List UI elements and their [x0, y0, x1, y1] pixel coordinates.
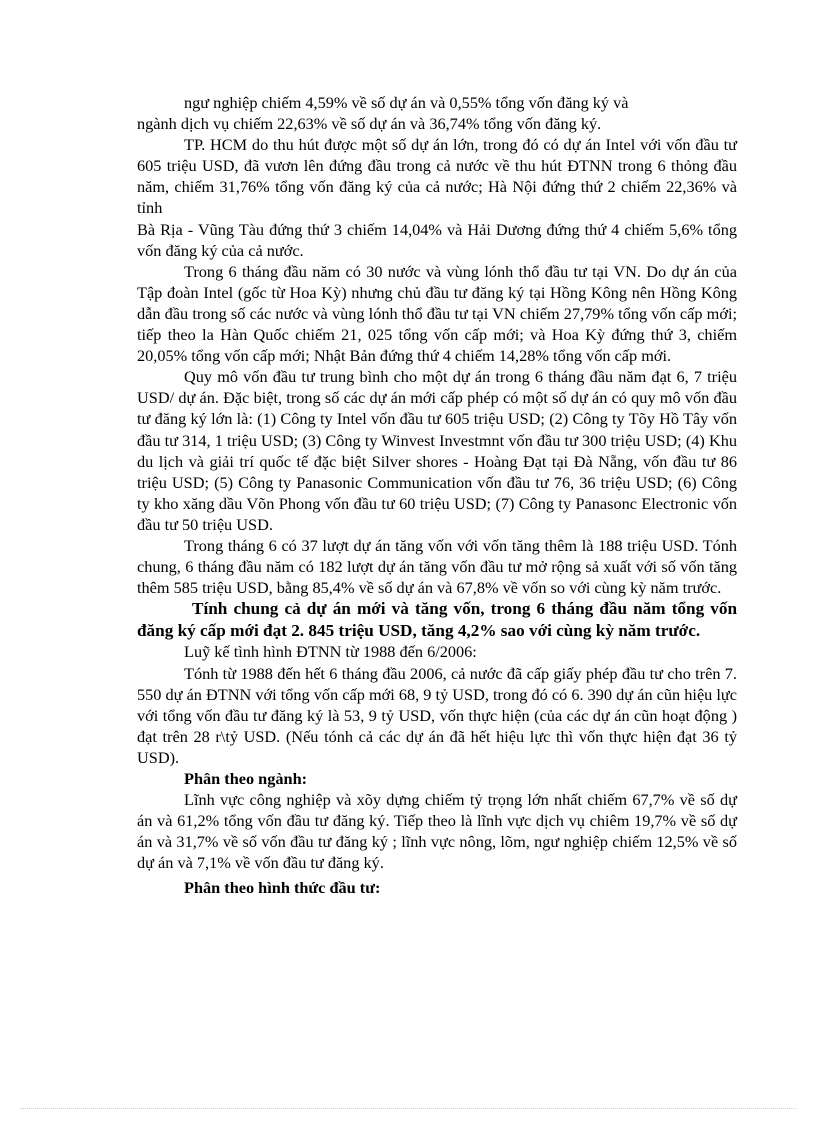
paragraph-cumulative-detail	[137, 663, 737, 768]
text-line: Tính chung cả dự án mới và tăng vốn, trong 6 tháng đầu năm tổng vốn đăng ký cấp mới đạt 2. 845 triệu USD, tăng 4,2% sao với cùng kỳ năm trước.	[137, 599, 737, 640]
text-line: Lĩnh vực công nghiệp và xõy dựng chiếm tỷ trọng lớn nhất chiếm 67,7% về số dự án và 61,2% tổng vốn đầu tư đăng ký. Tiếp theo là lĩnh vực dịch vụ chiêm 19,7% về số dự án và 31,7% về số vốn đầu tư đăng ký ; lĩnh vực nông, lõm, ngư nghiệp chiếm 12,5% về số dự án và 7,1% về vốn đầu tư đăng ký.	[137, 790, 737, 873]
paragraph-total-summary	[137, 598, 737, 641]
paragraph-investing-countries	[137, 261, 737, 366]
text-line: Bà Rịa - Vũng Tàu đứng thứ 3 chiếm 14,04% và Hải Dương đứng thứ 4 chiếm 5,6% tổng vốn đăng ký của cả nước.	[137, 219, 737, 260]
paragraph-capital-increase	[137, 535, 737, 598]
text-line: Phân theo hình thức đầu tư:	[184, 878, 381, 898]
paragraph-hcm-investment	[137, 134, 737, 218]
heading-by-sector	[137, 768, 737, 789]
paragraph-sector-share-end	[137, 92, 737, 134]
paragraph-cumulative-heading	[137, 641, 737, 662]
paragraph-ba-ria-vung-tau	[137, 219, 737, 261]
text-line: Phân theo ngành:	[184, 769, 308, 788]
text-line: Tónh từ 1988 đến hết 6 tháng đầu 2006, cả nước đã cấp giấy phép đầu tư cho trên 7. 550 dự án ĐTNN với tổng vốn cấp mới 68, 9 tỷ USD, trong đó có 6. 390 dự án cũn hiệu lực với tổng vốn đầu tư đăng ký là 53, 9 tỷ USD, vốn thực hiện (của các dự án cũn hoạt động ) đạt trên 28 r\tỷ USD. (Nếu tónh cả các dự án đã hết hiệu lực thì vốn thực hiện đạt 36 tỷ USD).	[137, 663, 737, 767]
text-line: TP. HCM do thu hút được một số dự án lớn, trong đó có dự án Intel với vốn đầu tư 605 triệu USD, đã vươn lên đứng đầu trong cả nước về thu hút ĐTNN trong 6 thỏng đầu năm, chiếm 31,76% tổng vốn đăng ký của cả nước; Hà Nội đứng thứ 2 chiếm 22,36% và tỉnh	[137, 135, 737, 218]
text-line: Quy mô vốn đầu tư trung bình cho một dự án trong 6 tháng đầu năm đạt 6, 7 triệu USD/ dự án. Đặc biệt, trong số các dự án mới cấp phép có một số dự án có quy mô vốn đầu tư đăng ký lớn là: (1) Công ty Intel vốn đầu tư 605 triệu USD; (2) Công ty Tõy Hồ Tây vốn đầu tư 314, 1 triệu USD; (3) Công ty Winvest Investmnt vốn đầu tư 300 triệu USD; (4) Khu du lịch và giải trí quốc tế đặc biệt Silver shores - Hoàng Đạt tại Đà Nẵng, vốn đầu tư 86 triệu USD; (5) Công ty Panasonic Communication vốn đầu tư 76, 36 triệu USD; (6) Công ty kho xăng dầu Võn Phong vốn đầu tư 60 triệu USD; (7) Công ty Panasonc Electronic vốn đầu tư 50 triệu USD.	[137, 367, 737, 534]
document-page	[137, 92, 737, 899]
text-line: ngư nghiệp chiếm 4,59% về số dự án và 0,55% tổng vốn đăng ký và	[184, 93, 629, 112]
text-line: Trong tháng 6 có 37 lượt dự án tăng vốn với vốn tăng thêm là 188 triệu USD. Tónh chung, 6 tháng đầu năm có 182 lượt dự án tăng vốn đầu tư mở rộng sả xuất với số vốn tăng thêm 585 triệu USD, bằng 85,4% về số dự án và 67,8% về vốn so với cùng kỳ năm trước.	[137, 535, 737, 598]
paragraph-large-projects	[137, 366, 737, 535]
text-line: Trong 6 tháng đầu năm có 30 nước và vùng lónh thổ đầu tư tại VN. Do dự án của Tập đoàn Intel (gốc từ Hoa Kỳ) nhưng chủ đầu tư đăng ký tại Hồng Kông nên Hồng Kông dẫn đầu trong số các nước và vùng lónh thổ đầu tư tại VN chiếm 27,79% tổng vốn cấp mới; tiếp theo la Hàn Quốc chiếm 21, 025 tổng vốn cấp mới; và Hoa Kỳ đứng thứ 3, chiếm 20,05% tổng vốn cấp mới; Nhật Bản đứng thứ 4 chiếm 14,28% tổng vốn cấp mới.	[137, 261, 737, 366]
paragraph-sector-breakdown	[137, 789, 737, 873]
page-bottom-divider	[20, 1108, 796, 1109]
text-line: ngành dịch vụ chiếm 22,63% về số dự án và 36,74% tổng vốn đăng ký.	[137, 114, 602, 134]
heading-by-investment-form	[137, 877, 737, 898]
text-line: Luỹ kế tình hình ĐTNN từ 1988 đến 6/2006:	[184, 642, 477, 662]
